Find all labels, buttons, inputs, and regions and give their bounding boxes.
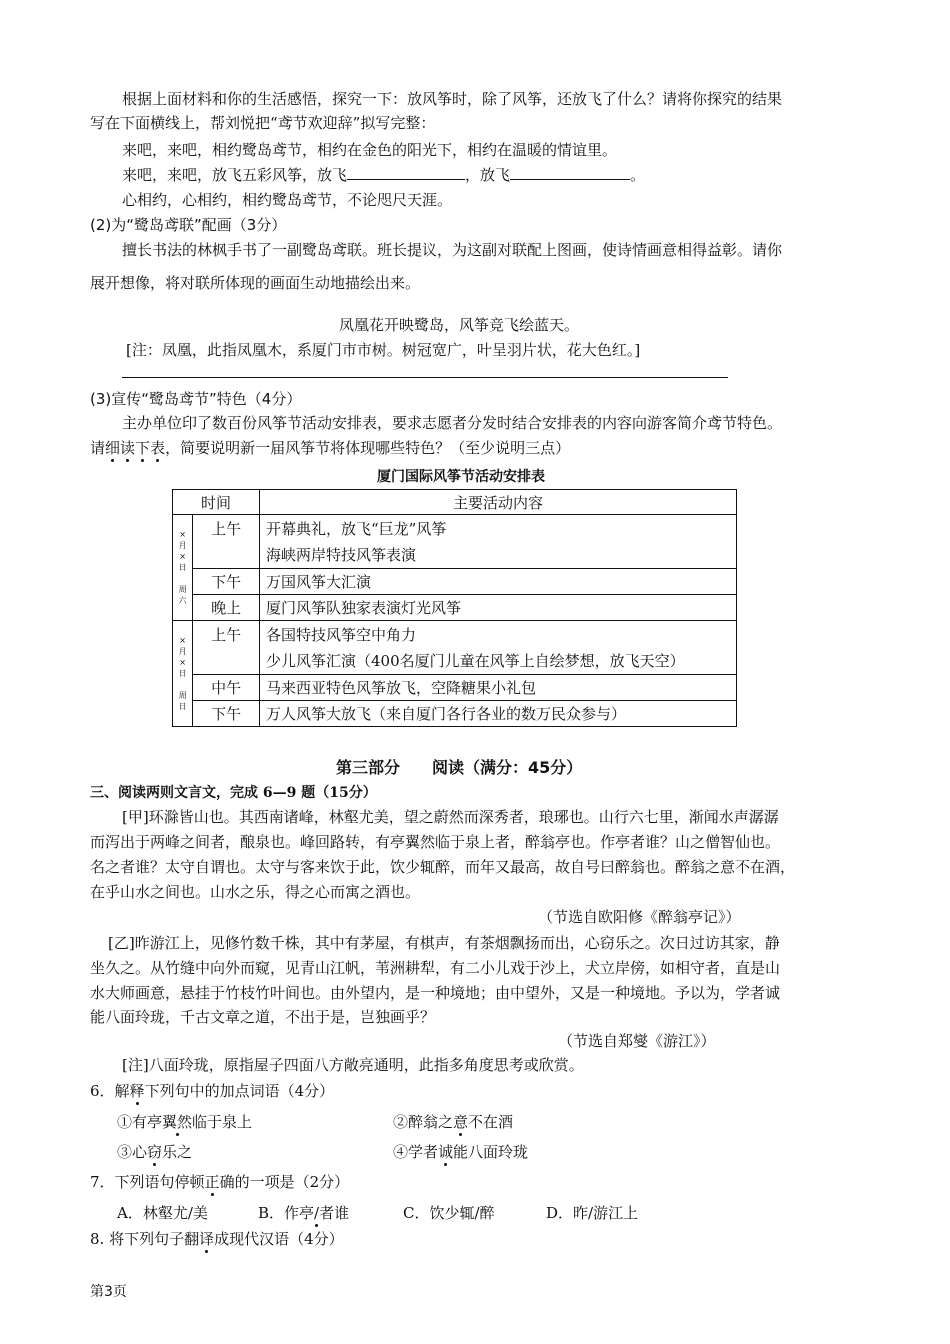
poem-line-2-c: 。 — [630, 166, 646, 184]
emphasis-char: 下 — [135, 439, 151, 457]
passage-note: [注]八面玲珑，原指屋子四面八方敞亮通明，此指多角度思考或欣赏。 — [122, 1056, 584, 1074]
jia-line-4: 在乎山水之间也。山水之乐，得之心而寓之酒也。 — [90, 883, 421, 901]
part3-title: 第三部分 阅读（满分：45分） — [336, 758, 583, 777]
emphasis-char: 读 — [120, 439, 136, 457]
q2-body-1: 擅长书法的林枫手书了一副鹭岛鸢联。班长提议，为这副对联配上图画，使诗情画意相得益彰。请你 — [122, 241, 783, 259]
poem-line-1: 来吧，来吧，相约鹭岛鸢节，相约在金色的阳光下，相约在温暖的情谊里。 — [122, 141, 618, 159]
period-cell: 下午 — [193, 569, 260, 595]
emphasis-char: 表 — [150, 439, 166, 457]
q3-body-2 — [90, 437, 570, 458]
q6-option-4: ④学者诚能八面玲珑 — [393, 1143, 529, 1161]
activity-cell: 厦门风筝队独家表演灯光风筝 — [260, 595, 737, 621]
q3-body-2-b: ，简要说明新一届风筝节将体现哪些特色？（至少说明三点） — [165, 439, 571, 457]
yi-line-4: 能八面玲珑，千古文章之道，不出于是，岂独画乎？ — [90, 1008, 436, 1026]
day-1-label: × 月 × 日 周 六 — [173, 515, 193, 621]
jia-line-3: 名之者谁？太守自谓也。太守与客来饮于此，饮少辄醉，而年又最高，故自号曰醉翁也。醉翁之意不在酒， — [90, 858, 796, 876]
q7-option-c[interactable]: C．饮少辄/醉 — [403, 1204, 495, 1222]
answer-blank-1[interactable] — [347, 165, 465, 180]
q7-option-a[interactable]: A．林壑尤/美 — [117, 1204, 208, 1222]
activity-cell: 各国特技风筝空中角力 少儿风筝汇演（400名厦门儿童在风筝上自绘梦想，放飞天空） — [260, 621, 737, 675]
table-row — [173, 515, 737, 569]
q7-option-b[interactable]: B．作亭/者谁 — [258, 1204, 350, 1222]
yi-source: （节选自郑燮《游江》） — [558, 1032, 716, 1050]
activity-cell: 开幕典礼，放飞“巨龙”风筝 海峡两岸特技风筝表演 — [260, 515, 737, 569]
q7-title: 7．下列语句停顿正确的一项是（2分） — [90, 1173, 350, 1191]
period-cell: 上午 — [193, 515, 260, 569]
jia-source: （节选自欧阳修《醉翁亭记》） — [538, 908, 741, 926]
schedule-title: 厦门国际风筝节活动安排表 — [377, 469, 545, 485]
table-row — [173, 569, 737, 595]
yi-line-1: [乙]昨游江上，见修竹数千株，其中有茅屋，有棋声，有茶烟飘扬而出，心窃乐之。次日过访其家，静 — [108, 934, 780, 952]
section-heading: 三、阅读两则文言文，完成 6—9 题（15分） — [90, 785, 377, 801]
q7-option-d[interactable]: D．昨/游江上 — [546, 1204, 639, 1222]
poem-line-2 — [122, 164, 645, 185]
period-cell: 下午 — [193, 701, 260, 727]
jia-line-1: [甲]环滁皆山也。其西南诸峰，林壑尤美，望之蔚然而深秀者，琅琊也。山行六七里，渐闻水声潺潺 — [122, 808, 779, 826]
page-number: 第3页 — [90, 1284, 127, 1300]
yi-line-3: 水大师画意，悬挂于竹枝竹叶间也。由外望内，是一种境地；由中望外，又是一种境地。予以为，学者诚 — [90, 984, 781, 1002]
poem-line-3: 心相约，心相约，相约鹭岛鸢节，不论咫尺天涯。 — [122, 191, 453, 209]
couplet-note: [注：凤凰，此指凤凰木，系厦门市市树。树冠宽广，叶呈羽片状，花大色红。] — [126, 341, 641, 359]
activity-cell: 马来西亚特色风筝放飞，空降糖果小礼包 — [260, 675, 737, 701]
q2-body-2: 展开想像，将对联所体现的画面生动地描绘出来。 — [90, 274, 421, 292]
header-time: 时间 — [173, 490, 260, 515]
q6-option-1: ①有亭翼然临于泉上 — [117, 1113, 253, 1131]
q6-title: 6．解释下列句中的加点词语（4分） — [90, 1082, 335, 1100]
q2-answer-line[interactable] — [122, 377, 728, 378]
yi-line-2: 坐久之。从竹缝中向外而窥，见青山江帆，苇洲耕犁，有二小儿戏于沙上，犬立岸傍，如相守者，直是山 — [90, 959, 781, 977]
table-row — [173, 701, 737, 727]
q8-title: 8. 将下列句子翻译成现代汉语（4分） — [90, 1230, 344, 1248]
couplet: 凤凰花开映鹭岛，风筝竞飞绘蓝天。 — [339, 316, 580, 334]
poem-line-2-a: 来吧，来吧，放飞五彩风筝，放飞 — [122, 166, 348, 184]
period-cell: 晚上 — [193, 595, 260, 621]
table-row — [173, 621, 737, 675]
jia-line-2: 而泻出于两峰之间者，酿泉也。峰回路转，有亭翼然临于泉上者，醉翁亭也。作亭者谁？山之僧智仙也。 — [90, 833, 781, 851]
emphasis-char: 细 — [105, 439, 121, 457]
q3-body-2-a: 请 — [90, 439, 106, 457]
q6-option-3: ③心窃乐之 — [117, 1143, 193, 1161]
period-cell: 中午 — [193, 675, 260, 701]
table-header-row — [173, 490, 737, 515]
answer-blank-2[interactable] — [510, 165, 630, 180]
table-row — [173, 675, 737, 701]
q3-title: (3)宣传“鹭岛鸢节”特色（4分） — [90, 390, 302, 408]
poem-line-2-b: ，放飞 — [465, 166, 511, 184]
period-cell: 上午 — [193, 621, 260, 675]
q6-option-2: ②醉翁之意不在酒 — [393, 1113, 514, 1131]
intro-line-2: 写在下面横线上，帮刘悦把“鸢节欢迎辞”拟写完整： — [90, 114, 436, 132]
table-row — [173, 595, 737, 621]
activity-cell: 万人风筝大放飞（来自厦门各行各业的数万民众参与） — [260, 701, 737, 727]
day-2-label: × 月 × 日 周 日 — [173, 621, 193, 727]
schedule-table — [172, 489, 737, 727]
q3-body-1: 主办单位印了数百份风筝节活动安排表，要求志愿者分发时结合安排表的内容向游客简介鸢节特色。 — [122, 414, 783, 432]
intro-line-1: 根据上面材料和你的生活感悟，探究一下：放风筝时，除了风筝，还放飞了什么？请将你探究的结果 — [122, 90, 783, 108]
activity-cell: 万国风筝大汇演 — [260, 569, 737, 595]
header-content: 主要活动内容 — [260, 490, 737, 515]
q2-title: (2)为“鹭岛鸢联”配画（3分） — [90, 216, 287, 234]
